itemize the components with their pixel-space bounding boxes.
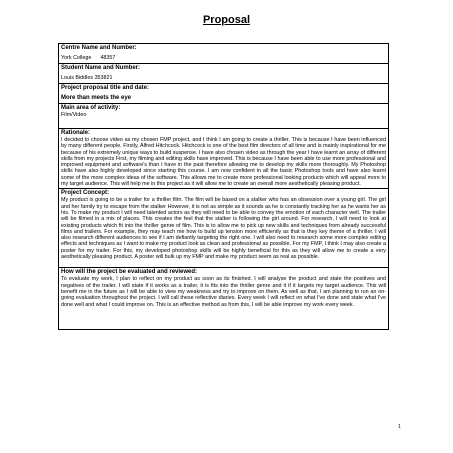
activity-label: Main area of activity: bbox=[61, 105, 121, 111]
project-title-label: Project proposal title and date: bbox=[61, 85, 150, 91]
rationale-label: Rationale: bbox=[61, 130, 91, 136]
rationale-cell bbox=[59, 129, 389, 189]
page-title: Proposal bbox=[202, 14, 251, 26]
concept-text: My product is going to be a trailer for a thriller film. The film will be based on a stalker who has an obsession over a young girl. The girl and her family try to escape from the stalker However, it is not as simple as it sounds as he is constantly tracking her as he wants her as his. To make my product I will need talented actors as they will need to be able to convey the emotion of each character well. The trailer will be filmed in a mix of places. This creates the feel that the stalker is following the girl around. For research, I will need to look at existing products which fit into the thriller genre of film. This is to allow me to pick up new skills and techniques from already successful films and trailers. For example, they may teach me how to build up tension more efficiently as that is they key theme of a thriller. I will also research different audiences to see if I am defiantly targeting the right one. I will also need to research some more complex editing effects and techniques as I want to make my product look as clean and professional as possible. For my FMP, I think I may also create a poster for my trailer. For this, my developed photoshop skills will be highly beneficial for this as they will allow me to create a very aesthetically pleasing product. A poster will bulk up my FMP and make my product seem as real as possible. bbox=[61, 197, 386, 261]
rationale-text: I decided to choose video as my chosen FMP project, and I think I am going to create a thriller. This is because I have been influenced by many different people. Firstly, Alfred Hitchcock. Hitchcock is one of the best film directors of all time and is mainly inspirational for me because of his extremely unique ways to build suspense. I have also chosen video as through the year I have learnt an array of different skills from my projects First, my filming and editing skills have improved. This is because I have been able to use more professional and improved equipment and software's than I have in the past therefore allowing me to develop my skills more thoroughly. My Photoshop skills have also highly developed since starting this course. I am now confident in all the basic Photoshop tools and have also learnt some of the more complex ideas of the software. This allows me to create more professional looking products which will appeal more to my target audience. This will help me in this project as it will allow me to create an overall more aesthetically pleasing product. bbox=[61, 137, 386, 188]
project-title-row bbox=[59, 84, 389, 104]
centre-value: York College 48357 bbox=[61, 55, 116, 61]
proposal-form bbox=[58, 43, 389, 330]
activity-row bbox=[59, 104, 389, 129]
activity-value: Film/Video bbox=[61, 112, 87, 118]
project-title-cell bbox=[59, 84, 389, 104]
student-label: Student Name and Number: bbox=[61, 65, 141, 71]
concept-cell bbox=[59, 189, 389, 268]
rationale-row bbox=[59, 129, 389, 189]
centre-label: Centre Name and Number: bbox=[61, 45, 137, 51]
activity-cell bbox=[59, 104, 389, 129]
project-title-value: More than meets the eye bbox=[61, 95, 132, 101]
concept-row bbox=[59, 189, 389, 268]
student-row bbox=[59, 64, 389, 84]
evaluation-cell bbox=[59, 268, 389, 329]
page-number: 1 bbox=[398, 424, 401, 430]
evaluation-label: How will the project be evaluated and reviewed: bbox=[61, 269, 198, 276]
centre-row bbox=[59, 44, 389, 64]
concept-label: Project Concept: bbox=[61, 190, 110, 197]
student-cell bbox=[59, 64, 389, 84]
evaluation-row bbox=[59, 268, 389, 329]
student-value: Louis Biddles 353821 bbox=[61, 75, 113, 81]
centre-cell bbox=[59, 44, 389, 64]
evaluation-text: To evaluate my work, I plan to reflect on my product as soon as its finished. I will analyse the product and state the positives and negatives of the trailer. I will state if it works as a trailer, it is fits into the thriller genre and it if it targets my target audience. This will benefit me in the future as I will be able to view my weakness and try to improve on them. As well as that, I am planning to run an on-going evaluation throughout the project. I will call these reflective diaries. Every week I will reflect on what I've done and state what I've done well and what I could improve on. This is an effective method as from this, I will be able improve my work every week. bbox=[61, 276, 386, 308]
